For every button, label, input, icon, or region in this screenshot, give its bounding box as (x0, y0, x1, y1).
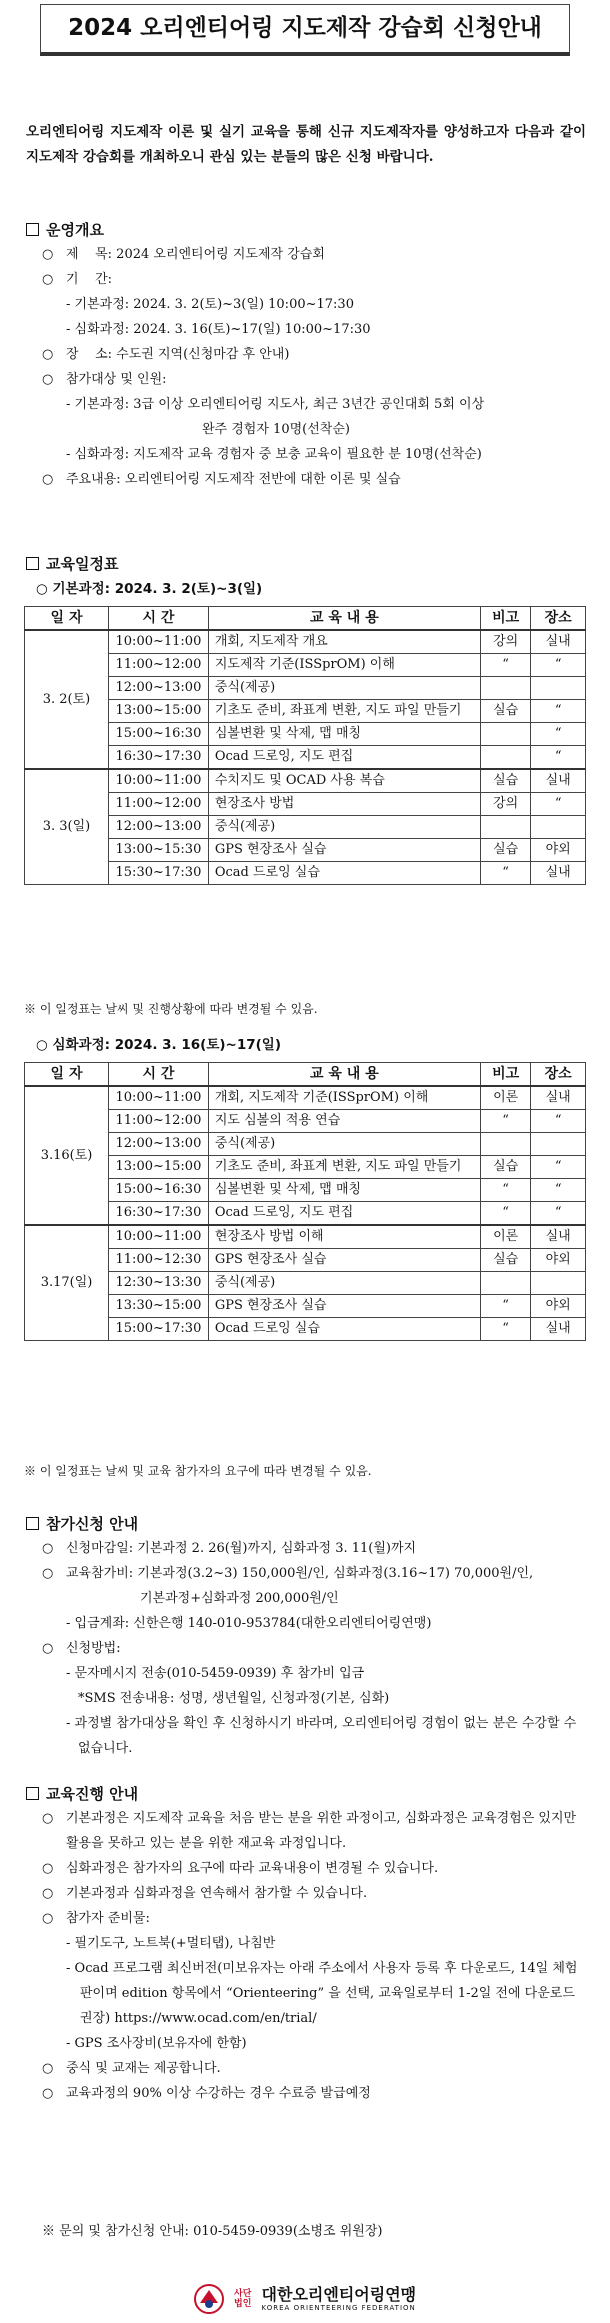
time-cell: 15:30~17:30 (109, 862, 209, 885)
time-cell: 10:00~11:00 (109, 630, 209, 654)
note-cell (480, 1272, 530, 1295)
time-cell: 11:00~12:00 (109, 654, 209, 677)
org-name-en: KOREA ORIENTEERING FEDERATION (261, 2303, 416, 2312)
overview-place-row: ○ 장 소: 수도권 지역(신청마감 후 안내) (42, 347, 290, 362)
time-cell: 13:00~15:30 (109, 839, 209, 862)
content-cell: 개회, 지도제작 기준(ISSprOM) 이해 (208, 1086, 480, 1110)
col-content: 교 육 내 용 (208, 1063, 480, 1087)
content-cell: Ocad 드로잉, 지도 편집 (208, 746, 480, 770)
time-cell: 11:00~12:00 (109, 1110, 209, 1133)
note-cell (480, 816, 530, 839)
note-cell: “ (480, 654, 530, 677)
time-cell: 10:00~11:00 (109, 1086, 209, 1110)
basic-schedule-table (24, 606, 586, 885)
col-date: 일 자 (25, 1063, 109, 1087)
overview-content-row: ○ 주요내용: 오리엔티어링 지도제작 전반에 대한 이론 및 실습 (42, 472, 401, 487)
time-cell: 10:00~11:00 (109, 1225, 209, 1249)
time-cell: 15:00~16:30 (109, 723, 209, 746)
checkbox-icon (26, 557, 39, 570)
corp-label: 사단 법인 (234, 2289, 252, 2309)
note-cell: “ (480, 1110, 530, 1133)
place-cell: 실내 (531, 1225, 586, 1249)
time-cell: 15:00~16:30 (109, 1179, 209, 1202)
checkbox-icon (26, 1517, 39, 1530)
col-note: 비고 (480, 607, 530, 631)
table-row (25, 816, 586, 839)
time-cell: 16:30~17:30 (109, 746, 209, 770)
advanced-course-title: ○ 심화과정: 2024. 3. 16(토)~17(일) (36, 1037, 282, 1053)
date-cell: 3.16(토) (25, 1086, 109, 1225)
col-place: 장소 (531, 607, 586, 631)
content-cell: 중식(제공) (208, 677, 480, 700)
time-cell: 11:00~12:30 (109, 1249, 209, 1272)
time-cell: 12:00~13:00 (109, 677, 209, 700)
time-cell: 10:00~11:00 (109, 769, 209, 793)
note-cell: 이론 (480, 1225, 530, 1249)
note-cell: 실습 (480, 700, 530, 723)
content-cell: GPS 현장조사 실습 (208, 1249, 480, 1272)
content-cell: 중식(제공) (208, 816, 480, 839)
basic-course-title: ○ 기본과정: 2024. 3. 2(토)~3(일) (36, 581, 263, 597)
overview-period-row: ○ 기 간: (42, 272, 113, 287)
application-section: 참가신청 안내 ○ 신청마감일: 기본과정 2. 26(월)까지, 심화과정 3. 11(월)까지 ○ 교육참가비: 기본과정(3.2~3) 150,000원/인, 심화과정(3.16~17) 70,000원/인, 기본과정+심화과정 200,000원/인 - 입금계좌: 신한은행 140-010-953784(대한오리엔티어링연맹) ○ 신청방법: - 문자메시지 전송(010-5459-0939) 후 참가비 입금 *SMS 전송내용: 성명, 생년월일, 신청과정(기본, 심화) - 과정별 참가대상을 확인 후 신청하시기 바라며, 오리엔티어링 경험이 없는 분은 수강할 수 없습니다. (26, 1512, 586, 1761)
content-cell: 현장조사 방법 이해 (208, 1225, 480, 1249)
place-cell: “ (531, 793, 586, 816)
place-cell: “ (531, 1156, 586, 1179)
time-cell: 16:30~17:30 (109, 1202, 209, 1226)
table-row (25, 1179, 586, 1202)
table-row (25, 1202, 586, 1226)
content-cell: 현장조사 방법 (208, 793, 480, 816)
table-row (25, 1086, 586, 1110)
schedule-heading: 교육일정표 (46, 555, 119, 573)
col-time: 시 간 (109, 1063, 209, 1087)
place-cell (531, 1133, 586, 1156)
advanced-schedule-note: ※ 이 일정표는 날씨 및 교육 참가자의 요구에 따라 변경될 수 있음. (24, 1464, 372, 1478)
progress-heading: 교육진행 안내 (46, 1785, 139, 1803)
overview-section: 운영개요 ○ 제 목: 2024 오리엔티어링 지도제작 강습회 ○ 기 간: - 기본과정: 2024. 3. 2(토)~3(일) 10:00~17:30 - 심화과정: 2024. 3. 16(토)~17(일) 10:00~17:30 ○ 장 소: 수도권 지역(신청마감 후 안내) ○ 참가대상 및 인원: - 기본과정: 3급 이상 오리엔티어링 지도사, 최근 3년간 공인대회 5회 이상 완주 경험자 10명(선착순) - 심화과정: 지도제작 교육 경험자 중 보충 교육이 필요한 분 10명(선착순) ○ 주요내용: 오리엔티어링 지도제작 전반에 대한 이론 및 실습 (26, 218, 586, 492)
table-row (25, 1318, 586, 1341)
table-row (25, 654, 586, 677)
content-cell: GPS 현장조사 실습 (208, 839, 480, 862)
content-cell: 개회, 지도제작 개요 (208, 630, 480, 654)
checkbox-icon (26, 1787, 39, 1800)
content-cell: 중식(제공) (208, 1272, 480, 1295)
note-cell: 실습 (480, 839, 530, 862)
time-cell: 11:00~12:00 (109, 793, 209, 816)
table-row (25, 862, 586, 885)
date-cell: 3. 3(일) (25, 769, 109, 885)
place-cell: 실내 (531, 1086, 586, 1110)
date-cell: 3. 2(토) (25, 630, 109, 769)
table-row (25, 769, 586, 793)
overview-title-row: ○ 제 목: 2024 오리엔티어링 지도제작 강습회 (42, 247, 325, 262)
content-cell: 지도 심볼의 적용 연습 (208, 1110, 480, 1133)
col-time: 시 간 (109, 607, 209, 631)
table-row (25, 630, 586, 654)
table-row (25, 1295, 586, 1318)
footer (0, 2284, 610, 2314)
table-row (25, 1133, 586, 1156)
overview-target-row: ○ 참가대상 및 인원: (42, 372, 167, 387)
place-cell: “ (531, 1179, 586, 1202)
note-cell: “ (480, 1179, 530, 1202)
note-cell (480, 746, 530, 770)
table-row (25, 1225, 586, 1249)
table-row (25, 1110, 586, 1133)
intro-paragraph: 오리엔티어링 지도제작 이론 및 실기 교육을 통해 신규 지도제작자를 양성하고자 다음과 같이 지도제작 강습회를 개최하오니 관심 있는 분들의 많은 신청 바랍니다. (26, 124, 586, 165)
place-cell: 야외 (531, 1249, 586, 1272)
note-cell (480, 1133, 530, 1156)
col-content: 교 육 내 용 (208, 607, 480, 631)
content-cell: 기초도 준비, 좌표계 변환, 지도 파일 만들기 (208, 700, 480, 723)
application-heading: 참가신청 안내 (46, 1515, 139, 1533)
col-note: 비고 (480, 1063, 530, 1087)
note-cell: 강의 (480, 630, 530, 654)
time-cell: 13:30~15:00 (109, 1295, 209, 1318)
place-cell: 실내 (531, 769, 586, 793)
table-row (25, 1272, 586, 1295)
advanced-schedule-table (24, 1062, 586, 1341)
table-row (25, 723, 586, 746)
time-cell: 12:30~13:30 (109, 1272, 209, 1295)
content-cell: 심볼변환 및 삭제, 맵 매칭 (208, 1179, 480, 1202)
overview-heading: 운영개요 (46, 221, 104, 239)
basic-schedule-note: ※ 이 일정표는 날씨 및 진행상황에 따라 변경될 수 있음. (24, 1002, 318, 1016)
place-cell: “ (531, 1110, 586, 1133)
place-cell: “ (531, 746, 586, 770)
content-cell: 수치지도 및 OCAD 사용 복습 (208, 769, 480, 793)
note-cell: “ (480, 1202, 530, 1226)
org-name: 대한오리엔티어링연맹 (261, 2284, 417, 2304)
note-cell: 실습 (480, 1249, 530, 1272)
time-cell: 12:00~13:00 (109, 1133, 209, 1156)
content-cell: 심볼변환 및 삭제, 맵 매칭 (208, 723, 480, 746)
time-cell: 13:00~15:00 (109, 1156, 209, 1179)
note-cell (480, 723, 530, 746)
content-cell: Ocad 드로잉 실습 (208, 862, 480, 885)
place-cell: “ (531, 654, 586, 677)
note-cell: “ (480, 1295, 530, 1318)
note-cell: 실습 (480, 1156, 530, 1179)
table-row (25, 1156, 586, 1179)
place-cell (531, 677, 586, 700)
table-row (25, 793, 586, 816)
time-cell: 12:00~13:00 (109, 816, 209, 839)
place-cell: 야외 (531, 839, 586, 862)
table-row (25, 677, 586, 700)
place-cell: “ (531, 723, 586, 746)
note-cell (480, 677, 530, 700)
progress-section: 교육진행 안내 ○ 기본과정은 지도제작 교육을 처음 받는 분을 위한 과정이고, 심화과정은 교육경험은 있지만 활용을 못하고 있는 분을 위한 재교육 과정입니다. ○ 심화과정은 참가자의 요구에 따라 교육내용이 변경될 수 있습니다. ○ 기본과정과 심화과정을 연속해서 참가할 수 있습니다. ○ 참가자 준비물: - 필기도구, 노트북(+멀티탭), 나침반 - Ocad 프로그램 최신버전(미보유자는 아래 주소에서 사용자 등록 후 다운로드, 14일 체험판이며 edition 항목에서 “Orienteering” 을 선택, 교육일로부터 1-2일 전에 다운로드 권장) https://www.ocad.com/en/trial/ - GPS 조사장비(보유자에 한함) ○ 중식 및 교재는 제공합니다. ○ 교육과정의 90% 이상 수강하는 경우 수료증 발급예정 (26, 1782, 586, 2106)
place-cell: 실내 (531, 862, 586, 885)
table-row (25, 746, 586, 770)
place-cell (531, 1272, 586, 1295)
place-cell (531, 816, 586, 839)
content-cell: Ocad 드로잉 실습 (208, 1318, 480, 1341)
table-row (25, 700, 586, 723)
content-cell: 기초도 준비, 좌표계 변환, 지도 파일 만들기 (208, 1156, 480, 1179)
schedule-section (26, 552, 586, 576)
table-row (25, 1249, 586, 1272)
content-cell: 지도제작 기준(ISSprOM) 이해 (208, 654, 480, 677)
note-cell: 실습 (480, 769, 530, 793)
note-cell: “ (480, 1318, 530, 1341)
place-cell: 실내 (531, 1318, 586, 1341)
note-cell: 이론 (480, 1086, 530, 1110)
place-cell: 야외 (531, 1295, 586, 1318)
note-cell: “ (480, 862, 530, 885)
col-date: 일 자 (25, 607, 109, 631)
contact-line: ※ 문의 및 참가신청 안내: 010-5459-0939(소병조 위원장) (42, 2224, 383, 2239)
time-cell: 15:00~17:30 (109, 1318, 209, 1341)
place-cell: “ (531, 700, 586, 723)
note-cell: 강의 (480, 793, 530, 816)
checkbox-icon (26, 223, 39, 236)
place-cell: “ (531, 1202, 586, 1226)
page-title: 2024 오리엔티어링 지도제작 강습회 신청안내 (40, 4, 570, 56)
content-cell: Ocad 드로잉, 지도 편집 (208, 1202, 480, 1226)
federation-logo-icon (194, 2284, 224, 2314)
col-place: 장소 (531, 1063, 586, 1087)
content-cell: GPS 현장조사 실습 (208, 1295, 480, 1318)
content-cell: 중식(제공) (208, 1133, 480, 1156)
table-row (25, 839, 586, 862)
date-cell: 3.17(일) (25, 1225, 109, 1341)
time-cell: 13:00~15:00 (109, 700, 209, 723)
place-cell: 실내 (531, 630, 586, 654)
